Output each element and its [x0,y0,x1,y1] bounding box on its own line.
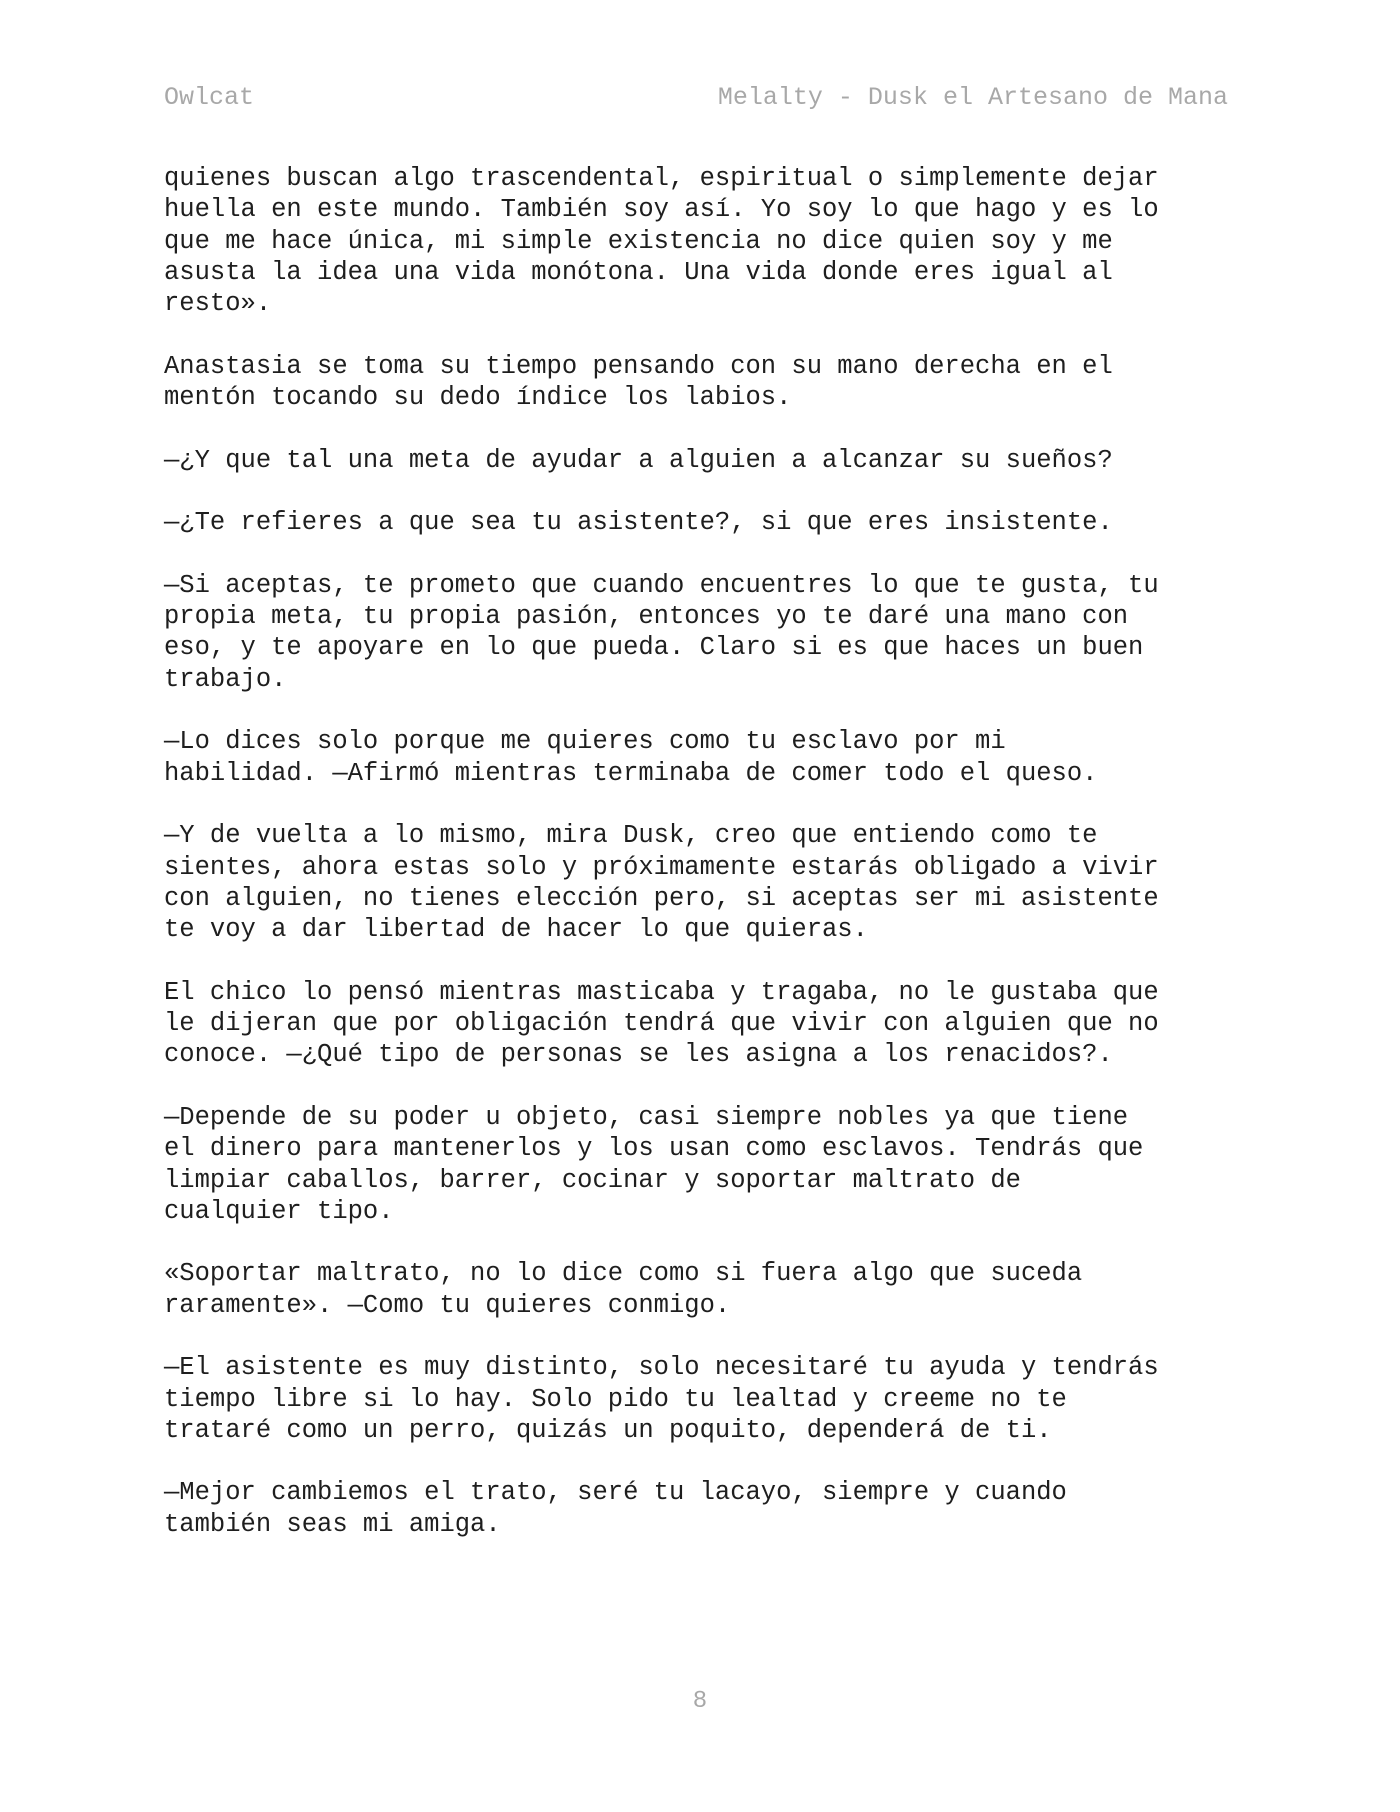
paragraph: quienes buscan algo trascendental, espiritual o simplemente dejar huella en este mundo. También soy así. Yo soy lo que hago y es lo que me hace única, mi simple existencia no dice quien soy y me asusta la idea una vida monótona. Una vida donde eres igual al resto». [164,164,1159,319]
paragraph: Anastasia se toma su tiempo pensando con su mano derecha en el mentón tocando su dedo índice los labios. [164,351,1113,413]
paragraph: El chico lo pensó mientras masticaba y tragaba, no le gustaba que le dijeran que por obligación tendrá que vivir con alguien que no conoce. —¿Qué tipo de personas se les asigna a los renacidos?. [164,977,1159,1070]
header-title: Melalty - Dusk el Artesano de Mana [717,83,1228,112]
paragraph: —Si aceptas, te prometo que cuando encuentres lo que te gusta, tu propia meta, tu propia pasión, entonces yo te daré una mano con eso, y te apoyare en lo que pueda. Claro si es que haces un buen trabajo. [164,570,1159,694]
paragraph: —¿Te refieres a que sea tu asistente?, si que eres insistente. [164,508,1113,538]
page-number: 8 [692,1688,708,1715]
header-author: Owlcat [164,83,255,112]
paragraph: —El asistente es muy distinto, solo necesitaré tu ayuda y tendrás tiempo libre si lo hay. Solo pido tu lealtad y creeme no te trataré como un perro, quizás un poquito, dependerá de ti. [164,1353,1159,1445]
paragraph: —Mejor cambiemos el trato, seré tu lacayo, siempre y cuando también seas mi amiga. [164,1478,1067,1539]
paragraph: —Lo dices solo porque me quieres como tu esclavo por mi habilidad. —Afirmó mientras terminaba de comer todo el queso. [164,727,1098,788]
paragraph: —Y de vuelta a lo mismo, mira Dusk, creo que entiendo como te sientes, ahora estas solo y próximamente estarás obligado a vivir con alguien, no tienes elección pero, si aceptas ser mi asistente te voy a dar libertad de hacer lo que quieras. [164,821,1159,945]
paragraph: «Soportar maltrato, no lo dice como si fuera algo que suceda raramente». —Como tu quieres conmigo. [164,1259,1083,1320]
running-header [164,80,1228,116]
body-text [164,163,1228,1571]
paragraph: —Depende de su poder u objeto, casi siempre nobles ya que tiene el dinero para mantenerlos y los usan como esclavos. Tendrás que limpiar caballos, barrer, cocinar y soportar maltrato de cualquier tipo. [164,1102,1144,1226]
paragraph: —¿Y que tal una meta de ayudar a alguien a alcanzar su sueños? [164,445,1113,475]
